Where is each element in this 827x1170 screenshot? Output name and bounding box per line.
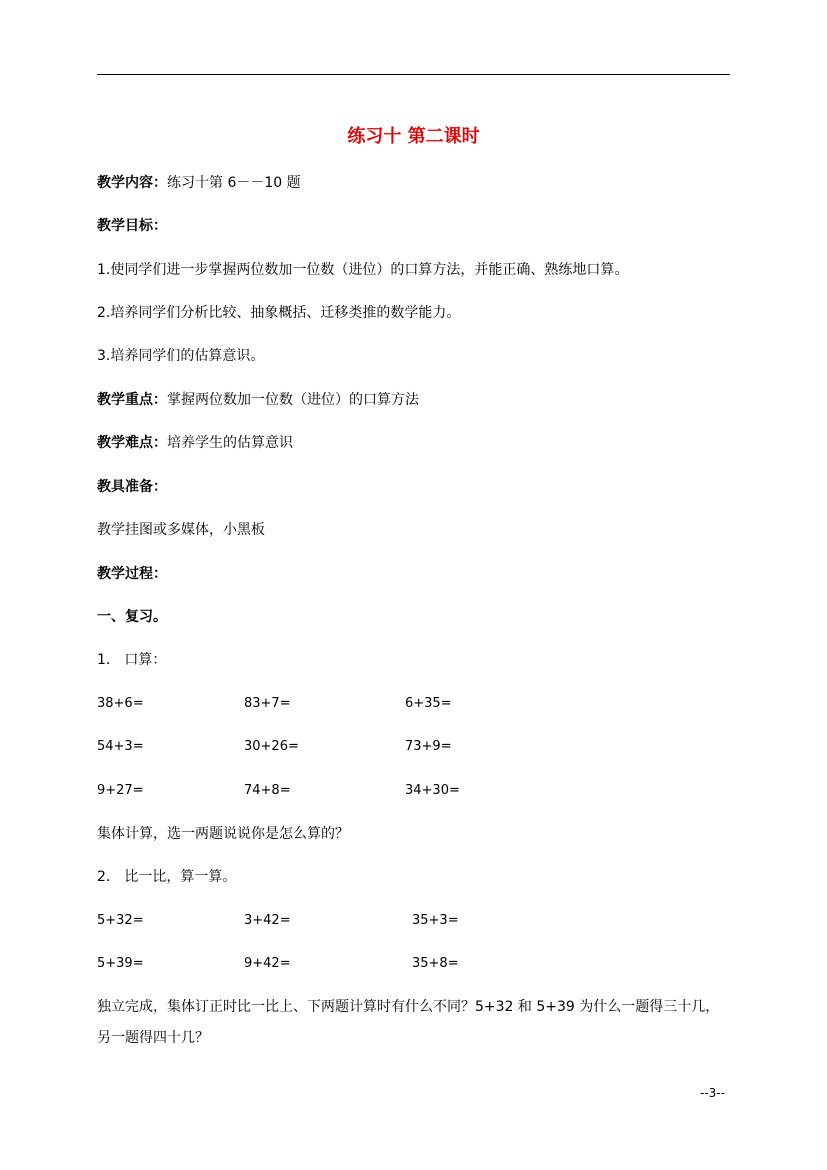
- goal-3: 3.培养同学们的估算意识。: [97, 348, 265, 364]
- item-oral-calc: 1． 口算：: [97, 652, 167, 668]
- oral-cell: 73+9=: [405, 739, 452, 754]
- oral-cell: 83+7=: [244, 696, 291, 711]
- compare-cell: 35+8=: [412, 956, 459, 971]
- goals-label: 教学目标：: [97, 218, 167, 234]
- oral-cell: 9+27=: [97, 783, 144, 798]
- oral-cell: 38+6=: [97, 696, 144, 711]
- key-point-label: 教学重点：: [97, 392, 167, 408]
- page-title: 练习十 第二课时: [347, 126, 480, 147]
- oral-cell: 74+8=: [244, 783, 291, 798]
- oral-cell: 30+26=: [244, 739, 299, 754]
- content-line: [97, 173, 301, 193]
- compare-cell: 5+39=: [97, 956, 144, 971]
- key-point-line: [97, 390, 419, 410]
- difficulty-text: 培养学生的估算意识: [167, 435, 293, 451]
- oral-cell: 34+30=: [405, 783, 460, 798]
- oral-cell: 54+3=: [97, 739, 144, 754]
- independent-text-1: 独立完成，集体订正时比一比上、下两题计算时有什么不同？5+32 和 5+39 为什么一题得三十几，: [97, 999, 720, 1015]
- item-compare: 2． 比一比，算一算。: [97, 869, 237, 885]
- page-number: --3--: [700, 1086, 725, 1100]
- goal-2: 2.培养同学们分析比较、抽象概括、迁移类推的数学能力。: [97, 305, 461, 321]
- compare-cell: 35+3=: [412, 913, 459, 928]
- process-label: 教学过程：: [97, 566, 167, 582]
- section-review: 一、复习。: [97, 609, 167, 625]
- compare-cell: 3+42=: [244, 913, 291, 928]
- compare-cell: 9+42=: [244, 956, 291, 971]
- collective-text: 集体计算，选一两题说说你是怎么算的？: [97, 826, 349, 842]
- compare-cell: 5+32=: [97, 913, 144, 928]
- difficulty-label: 教学难点：: [97, 435, 167, 451]
- tools-text: 教学挂图或多媒体，小黑板: [97, 522, 265, 538]
- content-text: 练习十第 6－－10 题: [167, 175, 301, 191]
- tools-label: 教具准备：: [97, 479, 167, 495]
- independent-text-2: 另一题得四十几？: [97, 1030, 209, 1046]
- difficulty-line: [97, 433, 293, 453]
- key-point-text: 掌握两位数加一位数（进位）的口算方法: [167, 392, 419, 408]
- content-label: 教学内容：: [97, 175, 167, 191]
- goal-1: 1.使同学们进一步掌握两位数加一位数（进位）的口算方法，并能正确、熟练地口算。: [97, 262, 629, 278]
- header-rule: [97, 74, 730, 75]
- oral-cell: 6+35=: [405, 696, 452, 711]
